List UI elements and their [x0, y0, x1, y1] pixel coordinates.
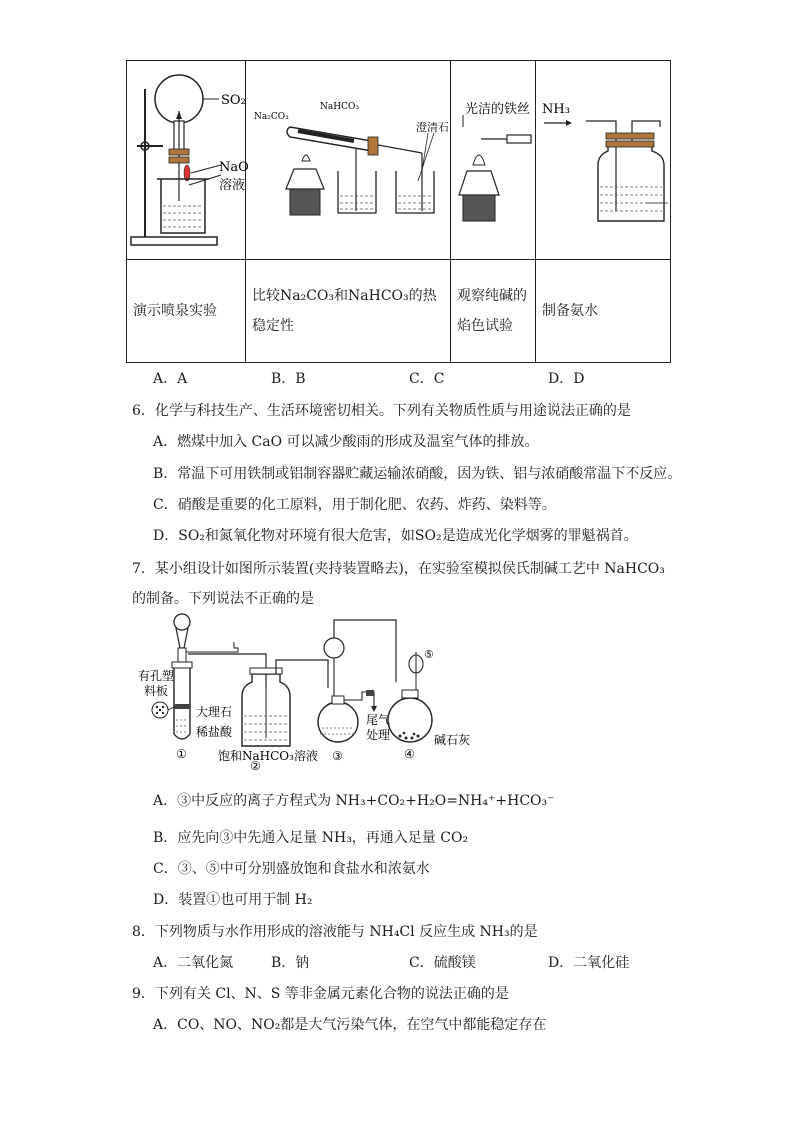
acid-label: 稀盐酸	[196, 725, 233, 739]
solution-label: 溶液	[219, 178, 246, 193]
q8-option-c: C．硫酸镁	[409, 955, 476, 971]
q7-stem-line2: 的制备。下列说法不正确的是	[132, 591, 314, 607]
apparatus-2-number: ②	[250, 759, 261, 773]
apparatus-1-number: ①	[176, 747, 187, 761]
caption-c: 观察纯碱的焰色试验	[451, 260, 536, 363]
q9-option-a: A．CO、NO、NO₂都是大气污染气体，在空气中都能稳定存在	[153, 1017, 547, 1033]
q5-option-a: A．A	[153, 371, 188, 387]
q5-option-b: B．B	[271, 371, 306, 387]
flame-test-figure	[451, 61, 535, 259]
apparatus-5-number: ⑤	[424, 648, 434, 661]
fig-d-cell	[536, 61, 671, 260]
iron-wire-label: 光洁的铁丝	[465, 102, 531, 117]
nh3-label: NH₃	[542, 102, 570, 117]
tail-gas-label-1: 尾气	[366, 713, 391, 727]
q7-option-c: C．③、⑤中可分别盛放饱和食盐水和浓氨水	[153, 861, 430, 877]
thermal-stability-figure	[246, 61, 450, 259]
fountain-apparatus-figure	[127, 61, 249, 259]
q5-option-c: C．C	[409, 371, 445, 387]
q8-option-d: D．二氧化硅	[548, 955, 630, 971]
apparatus-4-number: ④	[404, 747, 415, 761]
plate-label-1: 有孔塑	[138, 669, 175, 683]
na2co3-label: Na₂CO₃	[254, 112, 289, 122]
limewater-label: 澄清石	[416, 121, 449, 134]
nahco3-solution-label: 饱和NaHCO₃溶液	[218, 749, 318, 763]
fig-b-cell	[246, 61, 451, 260]
q6-option-c: C．硝酸是重要的化工原料，用于制化肥、农药、炸药、染料等。	[153, 497, 556, 513]
plate-label-2: 料板	[144, 684, 169, 698]
naoh-label: NaO	[219, 160, 249, 175]
q8-option-b: B．钠	[271, 955, 310, 971]
ammonia-water-figure	[536, 61, 670, 259]
apparatus-table	[126, 60, 671, 363]
q7-option-d: D．装置①也可用于制 H₂	[153, 892, 313, 908]
q9-stem: 9．下列有关 Cl、N、S 等非金属元素化合物的说法正确的是	[132, 986, 509, 1002]
q8-stem: 8．下列物质与水作用形成的溶液能与 NH₄Cl 反应生成 NH₃的是	[132, 924, 538, 940]
caption-a: 演示喷泉实验	[127, 260, 246, 363]
q6-option-a: A．燃煤中加入 CaO 可以减少酸雨的形成及温室气体的排放。	[153, 434, 539, 450]
q8-option-a: A．二氧化氮	[153, 955, 234, 971]
caption-d: 制备氨水	[536, 260, 671, 363]
q6-stem: 6．化学与科技生产、生活环境密切相关。下列有关物质性质与用途说法正确的是	[132, 403, 631, 419]
soda-lime-label: 碱石灰	[434, 733, 471, 747]
q7-stem-line1: 7．某小组设计如图所示装置(夹持装置略去)，在实验室模拟侯氏制碱工艺中 NaHCO₃	[132, 561, 665, 577]
q7-option-b: B．应先向③中先通入足量 NH₃，再通入足量 CO₂	[153, 830, 469, 846]
apparatus-3-number: ③	[332, 749, 343, 763]
hou-soda-process-diagram	[138, 612, 478, 773]
q6-option-b: B．常温下可用铁制或铝制容器贮藏运输浓硝酸，因为铁、铝与浓硝酸常温下不反应。	[153, 466, 682, 482]
q5-option-d: D．D	[548, 371, 585, 387]
q7-option-a: A．③中反应的离子方程式为 NH₃+CO₂+H₂O=NH₄⁺+HCO₃⁻	[153, 793, 555, 809]
nahco3-label: NaHCO₃	[320, 102, 359, 112]
caption-b: 比较Na₂CO₃和NaHCO₃的热稳定性	[246, 260, 451, 363]
fig-c-cell	[451, 61, 536, 260]
so2-label: SO₂	[221, 93, 246, 108]
fig-a-cell	[127, 61, 249, 260]
marble-label: 大理石	[196, 705, 233, 719]
q6-option-d: D．SO₂和氮氧化物对环境有很大危害，如SO₂是造成光化学烟雾的罪魁祸首。	[153, 528, 638, 544]
tail-gas-label-2: 处理	[366, 728, 391, 742]
